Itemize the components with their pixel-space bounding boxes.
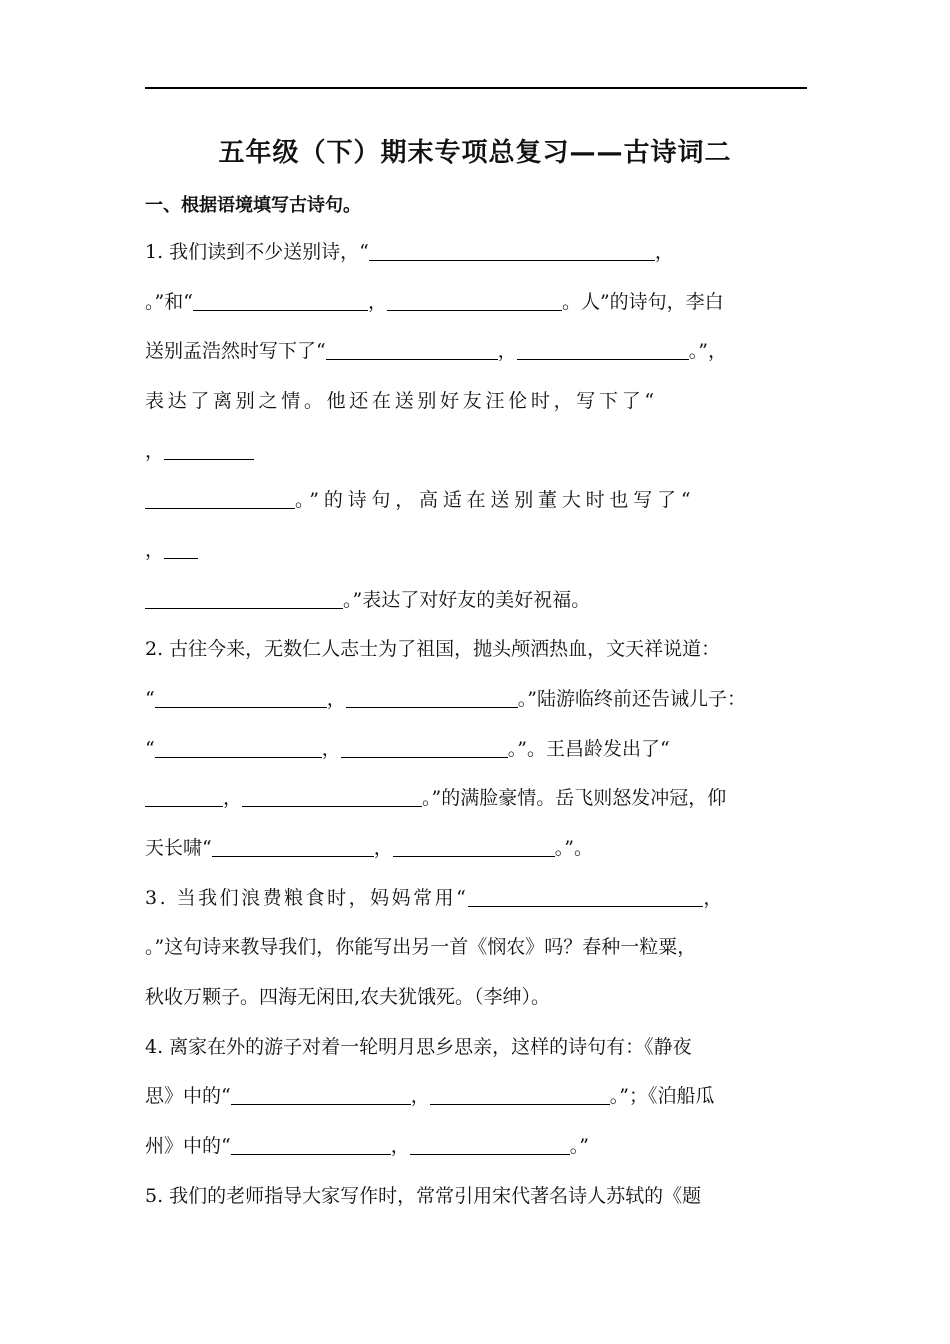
answer-blank[interactable] xyxy=(155,739,322,758)
answer-blank[interactable] xyxy=(193,292,368,311)
q4-line-1: 4. 离家在外的游子对着一轮明月思乡思亲，这样的诗句有：《静夜 xyxy=(145,1036,692,1058)
answer-blank[interactable] xyxy=(231,1086,411,1105)
q3-line-3: 秋收万颗子。四海无闲田,农夫犹饿死。（李绅）。 xyxy=(145,986,551,1008)
answer-blank[interactable] xyxy=(145,490,295,509)
answer-blank[interactable] xyxy=(468,888,703,907)
q5-line-1: 5. 我们的老师指导大家写作时，常常引用宋代著名诗人苏轼的《题 xyxy=(145,1185,702,1207)
q1-line-3: 送别孟浩然时写下了“ ， 。”， xyxy=(145,340,727,362)
answer-blank[interactable] xyxy=(326,341,498,360)
answer-blank[interactable] xyxy=(145,590,343,609)
answer-blank[interactable] xyxy=(410,1136,570,1155)
answer-blank[interactable] xyxy=(164,540,198,559)
q1-line-7: ， xyxy=(145,535,807,565)
answer-blank[interactable] xyxy=(517,341,689,360)
q2-line-1: 2. 古往今来，无数仁人志士为了祖国，抛头颅洒热血，文天祥说道： xyxy=(145,638,721,660)
q4-line-3: 州》中的“ ， 。” xyxy=(145,1135,589,1157)
q1-line-8: 。”表达了对好友的美好祝福。 xyxy=(145,585,807,615)
answer-blank[interactable] xyxy=(346,689,518,708)
q3-line-1: 3. 当我们浪费粮食时，妈妈常用“ ， xyxy=(145,887,723,909)
q2-line-3: “ ， 。”。王昌龄发出了“ xyxy=(145,738,670,760)
q3-line-2: 。”这句诗来教导我们，你能写出另一首《悯农》吗？春种一粒粟， xyxy=(145,936,697,958)
section-heading: 一、根据语境填写古诗句。 xyxy=(145,195,361,216)
q2-line-4: ， 。”的满脸豪情。岳飞则怒发冲冠，仰 xyxy=(145,783,807,813)
answer-blank[interactable] xyxy=(369,242,655,261)
answer-blank[interactable] xyxy=(212,838,374,857)
answer-blank[interactable] xyxy=(341,739,508,758)
answer-blank[interactable] xyxy=(242,788,422,807)
answer-blank[interactable] xyxy=(387,292,562,311)
answer-blank[interactable] xyxy=(393,838,555,857)
answer-blank[interactable] xyxy=(145,788,223,807)
q2-line-2: “ ， 。”陆游临终前还告诫儿子： xyxy=(145,688,746,710)
page-title: 五年级（下）期末专项总复习——古诗词二 xyxy=(218,138,732,168)
q1-line-1: 1. 我们读到不少送别诗，“ ， xyxy=(145,241,674,263)
answer-blank[interactable] xyxy=(430,1086,610,1105)
q1-line-6: 。”的诗句，高适在送别董大时也写了“ xyxy=(145,485,807,515)
answer-blank[interactable] xyxy=(231,1136,391,1155)
q2-line-5: 天长啸“ ， 。”。 xyxy=(145,837,593,859)
q1-line-5: ， xyxy=(145,436,807,466)
q4-line-2: 思》中的“ ， 。”；《泊船瓜 xyxy=(145,1085,715,1107)
answer-blank[interactable] xyxy=(155,689,327,708)
answer-blank[interactable] xyxy=(164,441,254,460)
header-rule xyxy=(145,87,807,89)
q1-line-4: 表达了离别之情。他还在送别好友汪伦时，写下了“ xyxy=(145,390,658,412)
q1-line-2: 。”和“ ， 。人”的诗句，李白 xyxy=(145,291,724,313)
